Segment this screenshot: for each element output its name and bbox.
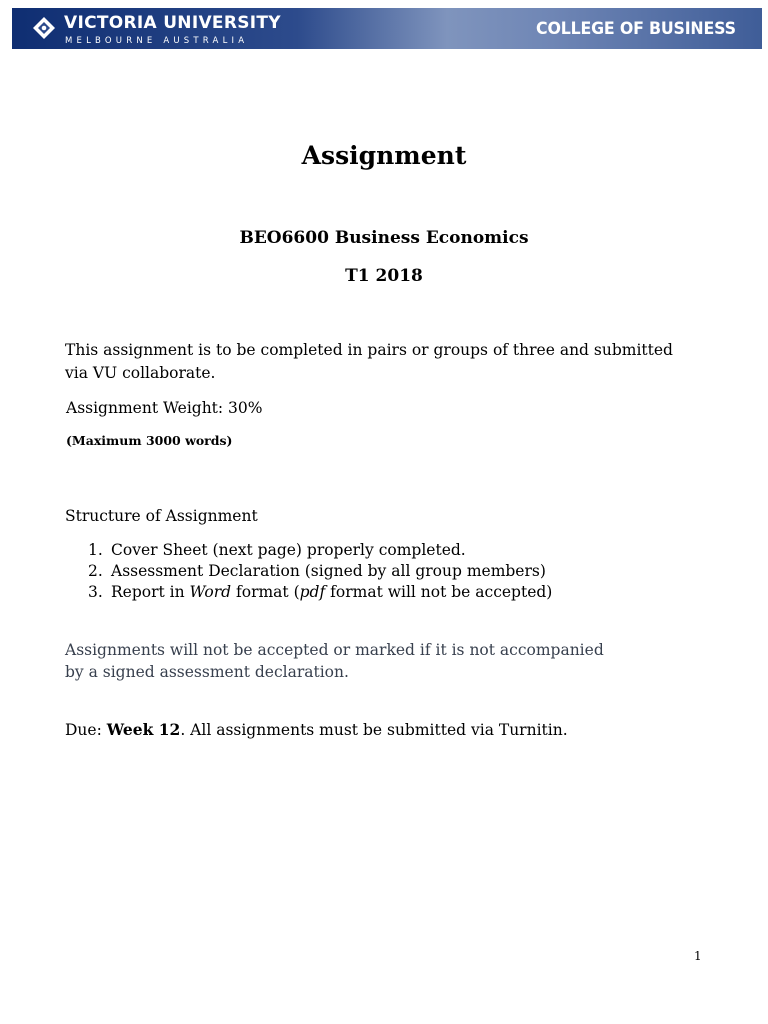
word-format-italic: Word (189, 583, 232, 601)
due-instructions: . All assignments must be submitted via Turnitin. (180, 721, 568, 739)
list-item-text-prefix: Report in (111, 583, 190, 601)
term-label: T1 2018 (345, 266, 423, 286)
list-item-text: Cover Sheet (next page) properly completed. (111, 541, 466, 559)
list-item (88, 582, 552, 603)
university-location: MELBOURNE AUSTRALIA (65, 36, 249, 46)
maximum-words: (Maximum 3000 words) (66, 433, 233, 448)
list-item (88, 561, 552, 582)
list-item-text-suffix: format will not be accepted) (325, 583, 553, 601)
intro-line: This assignment is to be completed in pairs or groups of three and submitted (65, 341, 673, 359)
pdf-format-italic: pdf (299, 583, 326, 601)
warning-line: by a signed assessment declaration. (65, 663, 349, 681)
due-week: Week 12 (106, 720, 181, 739)
assignment-weight: Assignment Weight: 30% (66, 399, 263, 417)
declaration-warning (65, 639, 625, 683)
structure-list (88, 540, 552, 603)
list-item-number: 2. (88, 562, 103, 580)
victoria-university-logo-icon (32, 16, 56, 40)
list-item (88, 540, 552, 561)
assignment-intro (65, 339, 705, 385)
intro-line: via VU collaborate. (65, 364, 216, 382)
university-name: VICTORIA UNIVERSITY (64, 13, 281, 33)
page-number: 1 (694, 949, 702, 963)
list-item-number: 1. (88, 541, 103, 559)
document-title: Assignment (301, 141, 467, 170)
course-title: BEO6600 Business Economics (239, 228, 529, 248)
list-item-text-middle: format ( (231, 583, 300, 601)
due-date (65, 719, 568, 741)
warning-line: Assignments will not be accepted or marked if it is not accompanied (65, 641, 604, 659)
list-item-number: 3. (88, 583, 103, 601)
due-label: Due: (65, 721, 107, 739)
structure-heading: Structure of Assignment (65, 507, 258, 525)
list-item-text: Assessment Declaration (signed by all group members) (111, 562, 546, 580)
header-banner (12, 8, 762, 49)
college-name: COLLEGE OF BUSINESS (536, 19, 736, 39)
